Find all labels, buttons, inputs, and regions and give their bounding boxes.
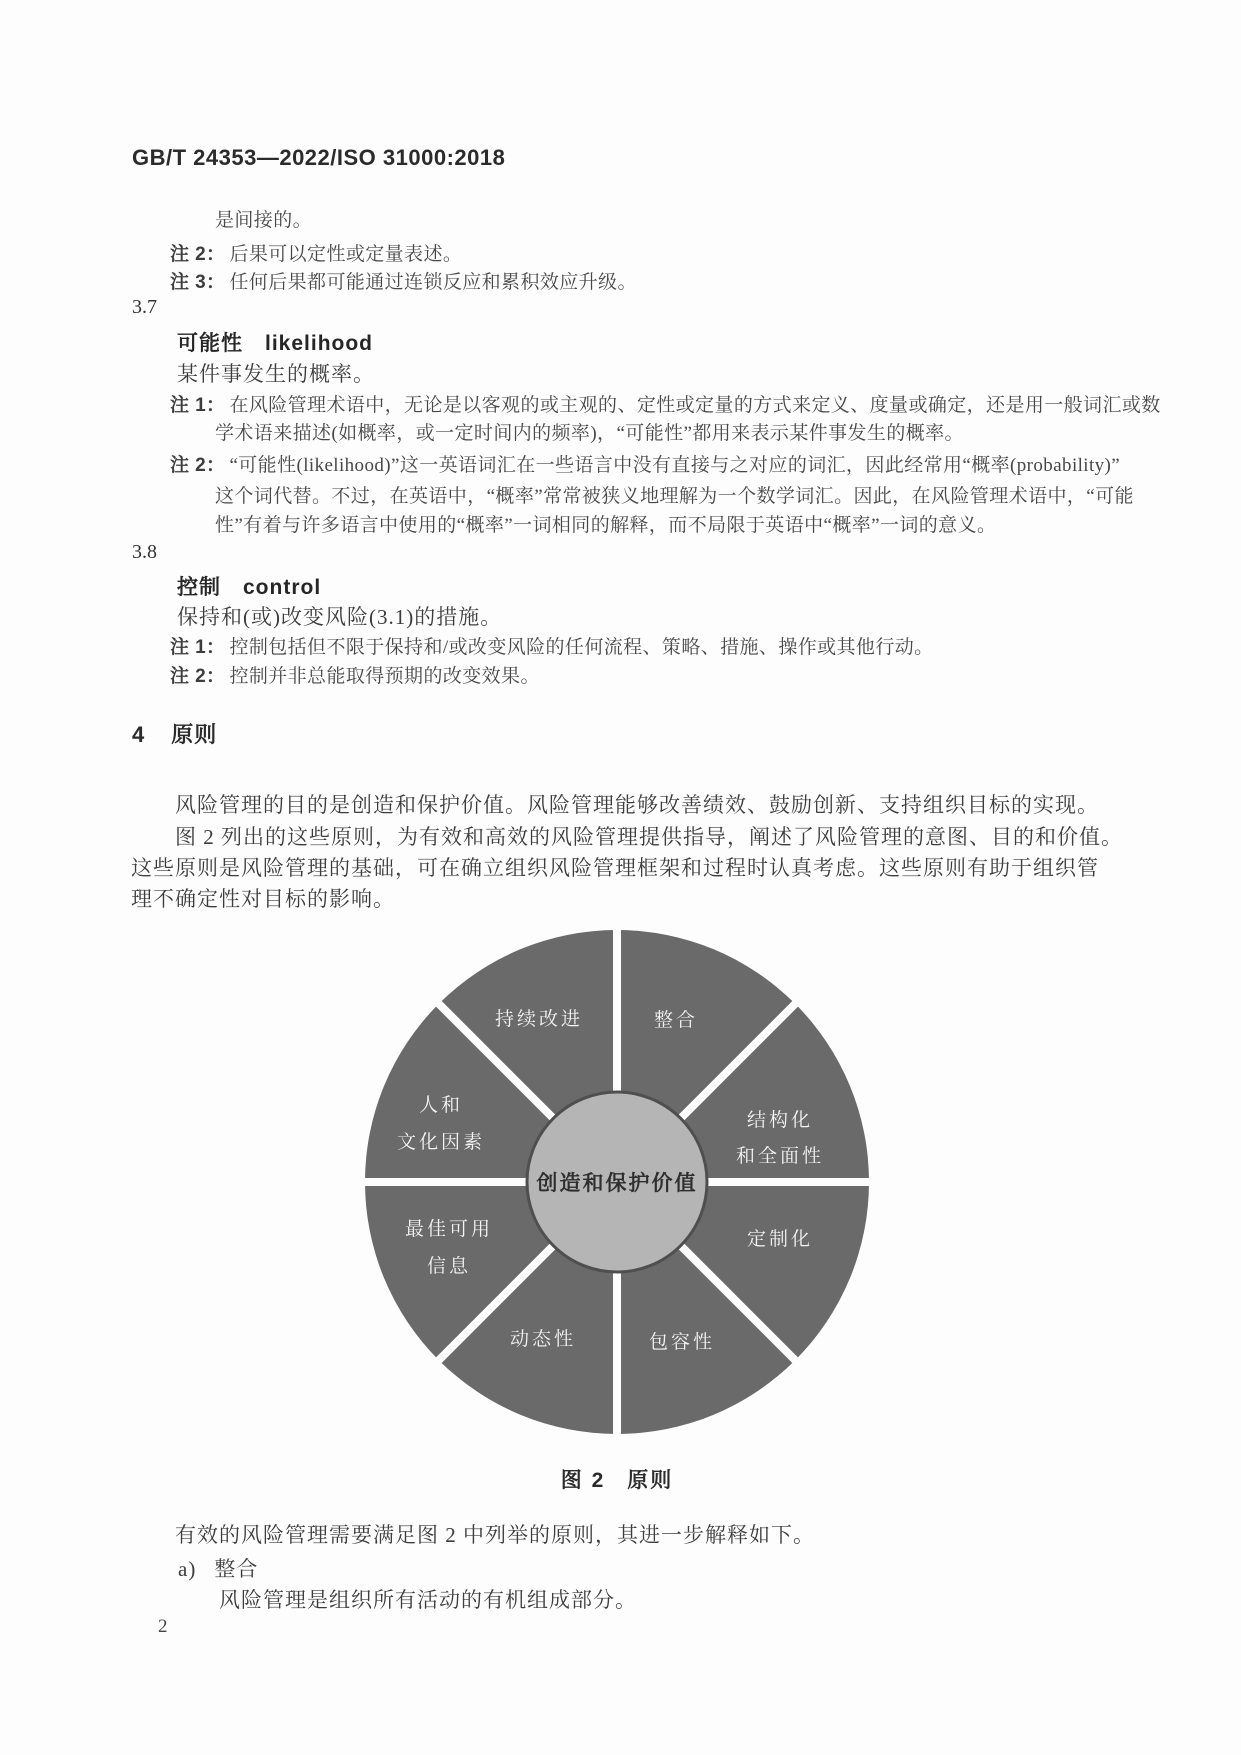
term-zh: 可能性 <box>177 332 243 355</box>
note-line <box>170 450 1120 477</box>
term-heading-likelihood <box>177 327 373 357</box>
note-label: 注 1： <box>170 395 226 416</box>
note-label: 注 2： <box>170 455 226 476</box>
figure-caption-title: 原则 <box>627 1469 674 1492</box>
note-continuation: 是间接的。 <box>215 210 313 231</box>
note-text: 控制并非总能取得预期的改变效果。 <box>229 666 540 687</box>
page-number: 2 <box>158 1616 168 1637</box>
list-item-a <box>178 1553 258 1583</box>
list-item-label: a) <box>178 1557 197 1581</box>
definition-text: 保持和(或)改变风险(3.1)的措施。 <box>177 605 503 629</box>
clause-title: 原则 <box>171 722 218 747</box>
term-en: control <box>243 576 322 599</box>
segment-label-continual-improvement: 持续改进 <box>494 1009 584 1030</box>
list-item-title: 整合 <box>214 1557 259 1581</box>
paragraph-line: 风险管理的目的是创造和保护价值。风险管理能够改善绩效、鼓励创新、支持组织目标的实现。 <box>175 793 1099 817</box>
segment-label-dynamic: 动态性 <box>509 1329 577 1350</box>
note-line <box>170 239 462 266</box>
term-zh: 控制 <box>177 576 221 599</box>
clause-number: 4 <box>132 722 146 747</box>
paragraph-line: 理不确定性对目标的影响。 <box>131 887 395 911</box>
segment-label-best-info-line1: 最佳可用 <box>404 1219 494 1240</box>
note-label: 注 2： <box>170 666 226 687</box>
definition-text: 某件事发生的概率。 <box>177 362 375 386</box>
clause-number-3-8: 3.8 <box>132 541 157 563</box>
figure-caption-number: 图 2 <box>560 1469 606 1492</box>
figure-caption <box>357 1464 877 1494</box>
segment-label-structured-line1: 结构化 <box>746 1110 814 1131</box>
note-label: 注 3： <box>170 272 226 293</box>
term-heading-control <box>177 571 321 601</box>
note-text: 控制包括但不限于保持和/或改变风险的任何流程、策略、措施、操作或其他行动。 <box>229 637 934 658</box>
note-text: 这个词代替。不过，在英语中，“概率”常常被狭义地理解为一个数学词汇。因此，在风险管理术语中，“可能 <box>215 486 1134 507</box>
segment-label-integration: 整合 <box>653 1010 699 1031</box>
note-label: 注 1： <box>170 637 226 658</box>
paragraph-line: 这些原则是风险管理的基础，可在确立组织风险管理框架和过程时认真考虑。这些原则有助于组织管 <box>131 856 1099 880</box>
note-text: “可能性(likelihood)”这一英语词汇在一些语言中没有直接与之对应的词汇，因此经常用“概率(probability)” <box>229 455 1121 476</box>
note-text: 任何后果都可能通过连锁反应和累积效应升级。 <box>229 272 637 293</box>
note-text: 学术语来描述(如概率，或一定时间内的频率)，“可能性”都用来表示某件事发生的概率。 <box>215 423 964 444</box>
note-line <box>170 390 1161 417</box>
segment-label-best-info-line2: 信息 <box>426 1256 472 1277</box>
standard-number-header: GB/T 24353—2022/ISO 31000:2018 <box>132 145 506 170</box>
note-line <box>170 661 540 688</box>
segment-label-structured-line2: 和全面性 <box>735 1146 825 1167</box>
paragraph-line: 有效的风险管理需要满足图 2 中列举的原则，其进一步解释如下。 <box>175 1523 815 1547</box>
segment-label-human-culture-line2: 文化因素 <box>396 1132 486 1153</box>
wheel-hub-label: 创造和保护价值 <box>536 1172 698 1195</box>
segment-label-inclusive: 包容性 <box>648 1332 716 1353</box>
list-item-text: 风险管理是组织所有活动的有机组成部分。 <box>219 1588 637 1612</box>
principles-wheel-diagram <box>357 922 877 1442</box>
note-text: 后果可以定性或定量表述。 <box>229 244 463 265</box>
note-line <box>170 632 934 659</box>
segment-label-customized: 定制化 <box>746 1229 814 1250</box>
note-line <box>170 267 637 294</box>
note-text: 在风险管理术语中，无论是以客观的或主观的、定性或定量的方式来定义、度量或确定，还是用一般词汇或数 <box>229 395 1161 416</box>
clause-heading-principles <box>132 718 217 749</box>
note-label: 注 2： <box>170 244 226 265</box>
note-text: 性”有着与许多语言中使用的“概率”一词相同的解释，而不局限于英语中“概率”一词的意义。 <box>215 515 997 536</box>
term-en: likelihood <box>265 332 374 355</box>
segment-label-human-culture-line1: 人和 <box>418 1095 464 1116</box>
clause-number-3-7: 3.7 <box>132 296 157 318</box>
paragraph-line: 图 2 列出的这些原则，为有效和高效的风险管理提供指导，阐述了风险管理的意图、目的和价值。 <box>175 825 1123 849</box>
